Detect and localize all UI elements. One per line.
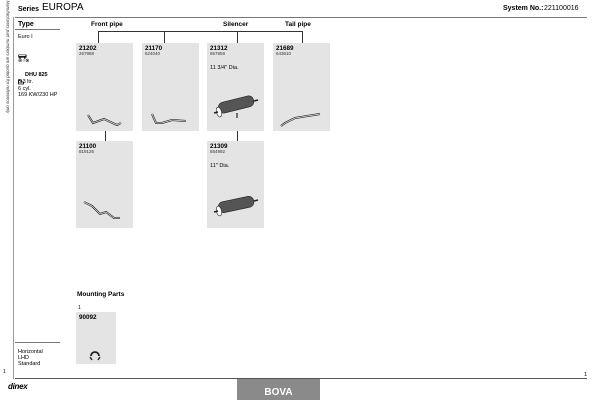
page-number-right: 1 [584, 372, 588, 378]
part-card-90092[interactable] [76, 312, 116, 364]
part-card-21312[interactable] [207, 43, 264, 131]
clamp-illustration [76, 344, 116, 364]
variant: Standard [18, 361, 41, 367]
column-connector [98, 31, 303, 32]
brand-tab: BOVA [237, 379, 320, 400]
series-label: Series [18, 6, 40, 13]
oem-code: 657859 [210, 51, 226, 56]
silencer-illustration [207, 91, 264, 131]
part-card-21202[interactable] [76, 43, 133, 131]
column-tail-pipe: Tail pipe [285, 21, 311, 28]
part-number: 21170 [145, 45, 163, 52]
part-number: 21202 [79, 45, 97, 52]
dinex-logo: dinex [8, 382, 28, 391]
drive-side: LHD [18, 355, 30, 361]
header-divider [15, 17, 587, 18]
engine-power: 169 KW/230 HP [18, 92, 58, 98]
part-number: 21689 [276, 45, 294, 52]
type-heading: Type [18, 21, 34, 28]
oem-code: 819126 [79, 149, 95, 154]
mounting-orientation: Horizontal [18, 349, 43, 355]
type-divider [15, 29, 60, 30]
engine-cylinders: 6 cyl. [18, 86, 31, 92]
oem-code: 654992 [210, 149, 226, 154]
part-number: 21309 [210, 143, 228, 150]
connector-tick-4 [302, 31, 303, 43]
part-number: 21312 [210, 45, 228, 52]
connector-tick-1 [98, 31, 99, 43]
oem-code: 624040 [145, 51, 161, 56]
oem-code: 267988 [79, 51, 95, 56]
front-pipe-illustration [76, 194, 133, 228]
connector-tick-3 [237, 31, 238, 43]
connector-tick-5 [105, 131, 106, 141]
part-card-21689[interactable] [273, 43, 330, 131]
engine-code: DHU 825 [25, 72, 48, 78]
euro-class: Euro I [18, 34, 33, 40]
silencer-diameter: 11 3/4" Dia. [210, 65, 239, 71]
engine-config-icons: ⊕○⊗ [18, 58, 30, 64]
part-card-21170[interactable] [142, 43, 199, 131]
system-number-value: 221100016 [544, 5, 579, 12]
part-card-21100[interactable] [76, 141, 133, 228]
left-border [13, 17, 14, 379]
tail-pipe-illustration [273, 101, 330, 131]
oem-code: 643610 [276, 51, 292, 56]
page-number-left: 1 [3, 369, 6, 375]
orientation-divider [15, 342, 60, 343]
reference-disclaimer: Manufacturers part numbers are quoted for reference only [5, 0, 11, 114]
part-number: 90092 [79, 314, 97, 321]
column-silencer: Silencer [223, 21, 249, 28]
mounting-parts-heading: Mounting Parts [77, 291, 125, 298]
connector-tick-2 [164, 31, 165, 43]
system-number-label: System No.: [503, 5, 544, 12]
silencer-diameter: 11" Dia. [210, 163, 230, 169]
silencer-illustration [207, 188, 264, 228]
part-number: 21100 [79, 143, 97, 150]
front-pipe-illustration [142, 101, 199, 131]
front-pipe-illustration [76, 101, 133, 131]
series-value: EUROPA [42, 2, 84, 13]
connector-tick-6 [237, 131, 238, 141]
engine-displacement: 8.3 ltr. [18, 79, 33, 85]
column-front-pipe: Front pipe [91, 21, 123, 28]
mounting-qty: 1 [78, 305, 81, 311]
part-card-21309[interactable] [207, 141, 264, 228]
